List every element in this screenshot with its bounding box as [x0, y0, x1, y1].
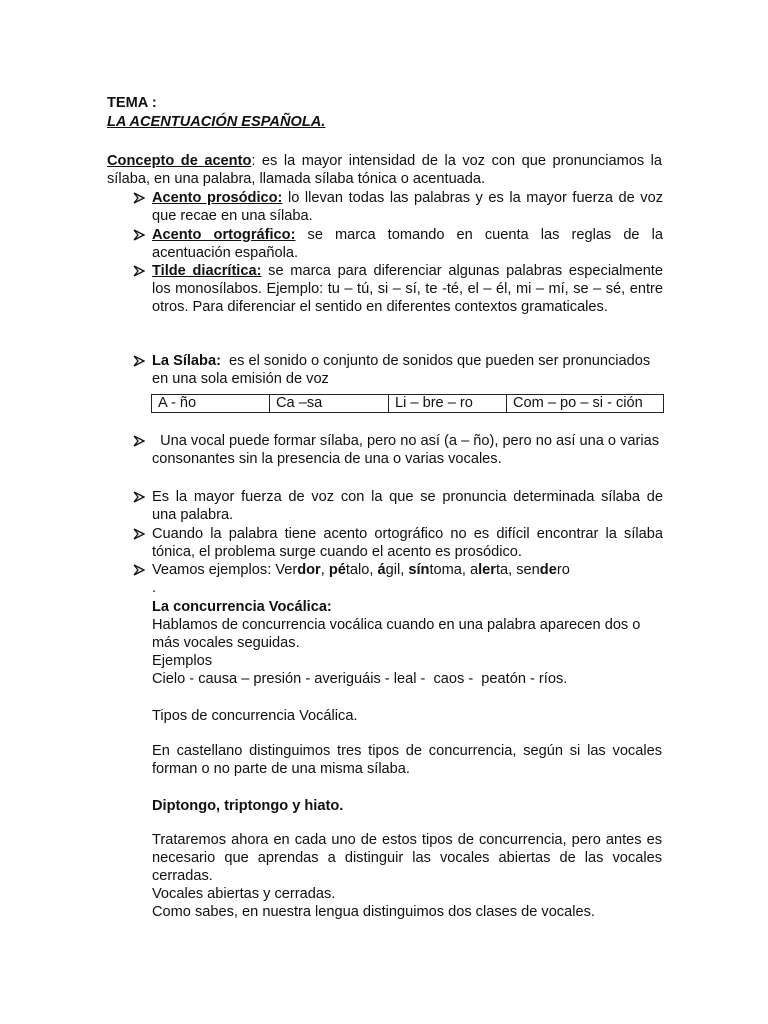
arrow-bullet-icon [133, 189, 147, 207]
concepto-text: : es la mayor intensidad de la voz con que pronunciamos la [251, 153, 663, 169]
bullet-term: Acento prosódico: [152, 190, 283, 206]
arrow-bullet-icon [133, 488, 147, 506]
arrow-bullet-icon [133, 525, 147, 543]
arrow-bullet-icon [133, 561, 147, 579]
trataremos-line-3: cerradas. [152, 868, 213, 884]
stressed-syllable: pé [328, 562, 346, 578]
como-sabes-line: Como sabes, en nuestra lengua distinguimos dos clases de vocales. [152, 904, 595, 920]
word-part: toma, a [429, 562, 479, 578]
silaba-term: La Sílaba: [152, 353, 221, 369]
stressed-syllable: á [377, 562, 386, 578]
bullet-ejemplos [133, 561, 663, 601]
bullet-text: Es la mayor fuerza de voz con la que se pronuncia determinada sílaba de [152, 489, 663, 505]
castellano-line-2: forman o no parte de una misma sílaba. [152, 761, 410, 777]
arrow-bullet-icon [133, 226, 147, 244]
vocal-text-2: consonantes sin la presencia de una o varias vocales. [152, 451, 502, 467]
table-row [152, 395, 664, 413]
word-part: gil, [385, 562, 409, 578]
word-part: talo, [345, 562, 378, 578]
table-cell: Ca –sa [270, 395, 389, 413]
word-part: , [320, 562, 329, 578]
bullet-text-3: otros. Para diferenciar el sentido en diferentes contextos gramaticales. [152, 299, 608, 315]
silaba-table [151, 394, 664, 413]
vocales-abiertas-cerradas: Vocales abiertas y cerradas. [152, 886, 336, 902]
trataremos-line-2: necesario que aprendas a distinguir las vocales abiertas de las vocales [152, 850, 662, 866]
bullet-acento-ortografico-silaba [133, 525, 663, 565]
bullet-text-2: acentuación española. [152, 245, 299, 261]
ejemplos-line [152, 561, 663, 579]
bullet-text-2: los monosílabos. Ejemplo: tu – tú, si – sí, te -té, el – él, mi – mí, se – sé, entre [152, 281, 663, 297]
stressed-syllable: de [539, 562, 557, 578]
bullet-la-silaba [133, 352, 663, 392]
diptongo-heading: Diptongo, triptongo y hiato. [152, 798, 344, 814]
word-part: Ver [275, 562, 298, 578]
bullet-mayor-fuerza [133, 488, 663, 528]
arrow-bullet-icon [133, 432, 147, 450]
table-cell: Li – bre – ro [389, 395, 507, 413]
word-part: ta, sen [495, 562, 540, 578]
tema-label: TEMA : [107, 95, 157, 111]
bullet-text: se marca tomando en cuenta las reglas de la [295, 227, 663, 243]
stressed-syllable: ler [478, 562, 496, 578]
ejemplos-intro: Veamos ejemplos: [152, 562, 276, 578]
tipos-concurrencia: Tipos de concurrencia Vocálica. [152, 708, 358, 724]
bullet-una-vocal [133, 432, 663, 472]
bullet-text: lo llevan todas las palabras y es la mayor fuerza de voz [282, 190, 663, 206]
arrow-bullet-icon [133, 262, 147, 280]
bullet-term: Tilde diacrítica: [152, 263, 262, 279]
concepto-term: Concepto de acento [107, 153, 252, 169]
ejemplos-list: Cielo - causa – presión - averiguáis - leal - caos - peatón - ríos. [152, 671, 568, 687]
document-title: LA ACENTUACIÓN ESPAÑOLA. [107, 114, 326, 130]
concurrencia-line-2: más vocales seguidas. [152, 635, 300, 651]
bullet-tilde-diacritica [133, 262, 663, 320]
concurrencia-heading: La concurrencia Vocálica: [152, 599, 332, 615]
ejemplos-label: Ejemplos [152, 653, 213, 669]
stressed-syllable: sín [408, 562, 430, 578]
silaba-text: es el sonido o conjunto de sonidos que pueden ser pronunciados [220, 353, 651, 369]
arrow-bullet-icon [133, 352, 147, 370]
castellano-line-1: En castellano distinguimos tres tipos de concurrencia, según si las vocales [152, 743, 662, 759]
bullet-text-2: que recae en una sílaba. [152, 208, 313, 224]
bullet-term: Acento ortográfico: [152, 227, 296, 243]
trataremos-line-1: Trataremos ahora en cada uno de estos tipos de concurrencia, pero antes es [152, 832, 662, 848]
table-cell: A - ño [152, 395, 270, 413]
bullet-acento-prosodico [133, 189, 663, 229]
table-cell: Com – po – si - ción [507, 395, 664, 413]
concepto-line-1 [107, 152, 662, 170]
bullet-text: Cuando la palabra tiene acento ortográfico no es difícil encontrar la sílaba [152, 526, 663, 542]
silaba-text-2: en una sola emisión de voz [152, 371, 329, 387]
bullet-acento-ortografico [133, 226, 663, 266]
concurrencia-line-1: Hablamos de concurrencia vocálica cuando en una palabra aparecen dos o [152, 617, 641, 633]
bullet-text-2: tónica, el problema surge cuando el acento es prosódico. [152, 544, 522, 560]
ejemplos-dot: . [152, 580, 157, 596]
vocal-text: Una vocal puede formar sílaba, pero no así (a – ño), pero no así una o varias [152, 433, 660, 449]
word-part: ro [556, 562, 570, 578]
bullet-text: se marca para diferenciar algunas palabras especialmente [261, 263, 663, 279]
concepto-line-2: sílaba, en una palabra, llamada sílaba tónica o acentuada. [107, 171, 486, 187]
bullet-text-2: una palabra. [152, 507, 234, 523]
stressed-syllable: dor [297, 562, 321, 578]
